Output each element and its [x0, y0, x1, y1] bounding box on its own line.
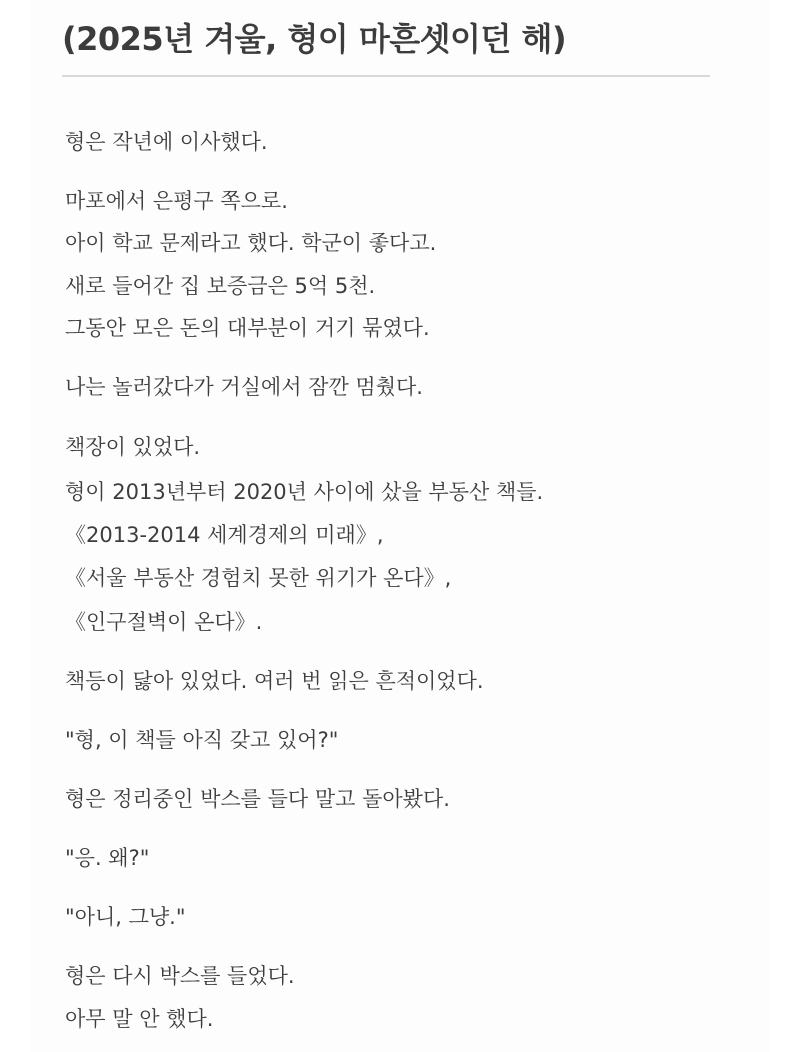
body-line: 책장이 있었다.	[65, 435, 201, 459]
book-title: 《인구절벽이 온다》.	[65, 610, 263, 634]
body-line: 나는 놀러갔다가 거실에서 잠깐 멈췄다.	[65, 375, 423, 399]
body-line: 형이 2013년부터 2020년 사이에 샀을 부동산 책들.	[65, 480, 544, 504]
body-line: 형은 정리중인 박스를 들다 말고 돌아봤다.	[65, 787, 450, 811]
body-line: 형은 작년에 이사했다.	[65, 130, 268, 154]
article-page	[30, 0, 770, 1052]
book-title: 《2013-2014 세계경제의 미래》,	[65, 523, 384, 547]
dialogue-line: "형, 이 책들 아직 갖고 있어?"	[65, 728, 339, 752]
body-line: 새로 들어간 집 보증금은 5억 5천.	[65, 274, 376, 298]
book-title: 《서울 부동산 경험치 못한 위기가 온다》,	[65, 566, 452, 590]
body-line: 마포에서 은평구 쪽으로.	[65, 189, 288, 213]
title-divider	[62, 75, 710, 77]
dialogue-line: "응. 왜?"	[65, 846, 150, 870]
body-line: 책등이 닳아 있었다. 여러 번 읽은 흔적이었다.	[65, 669, 484, 693]
body-line: 아무 말 안 했다.	[65, 1007, 214, 1031]
body-line: 아이 학교 문제라고 했다. 학군이 좋다고.	[65, 231, 437, 255]
body-line: 형은 다시 박스를 들었다.	[65, 964, 295, 988]
dialogue-line: "아니, 그냥."	[65, 905, 186, 929]
article-title: (2025년 겨울, 형이 마흔셋이던 해)	[62, 20, 567, 58]
body-line: 그동안 모은 돈의 대부분이 거기 묶였다.	[65, 316, 430, 340]
